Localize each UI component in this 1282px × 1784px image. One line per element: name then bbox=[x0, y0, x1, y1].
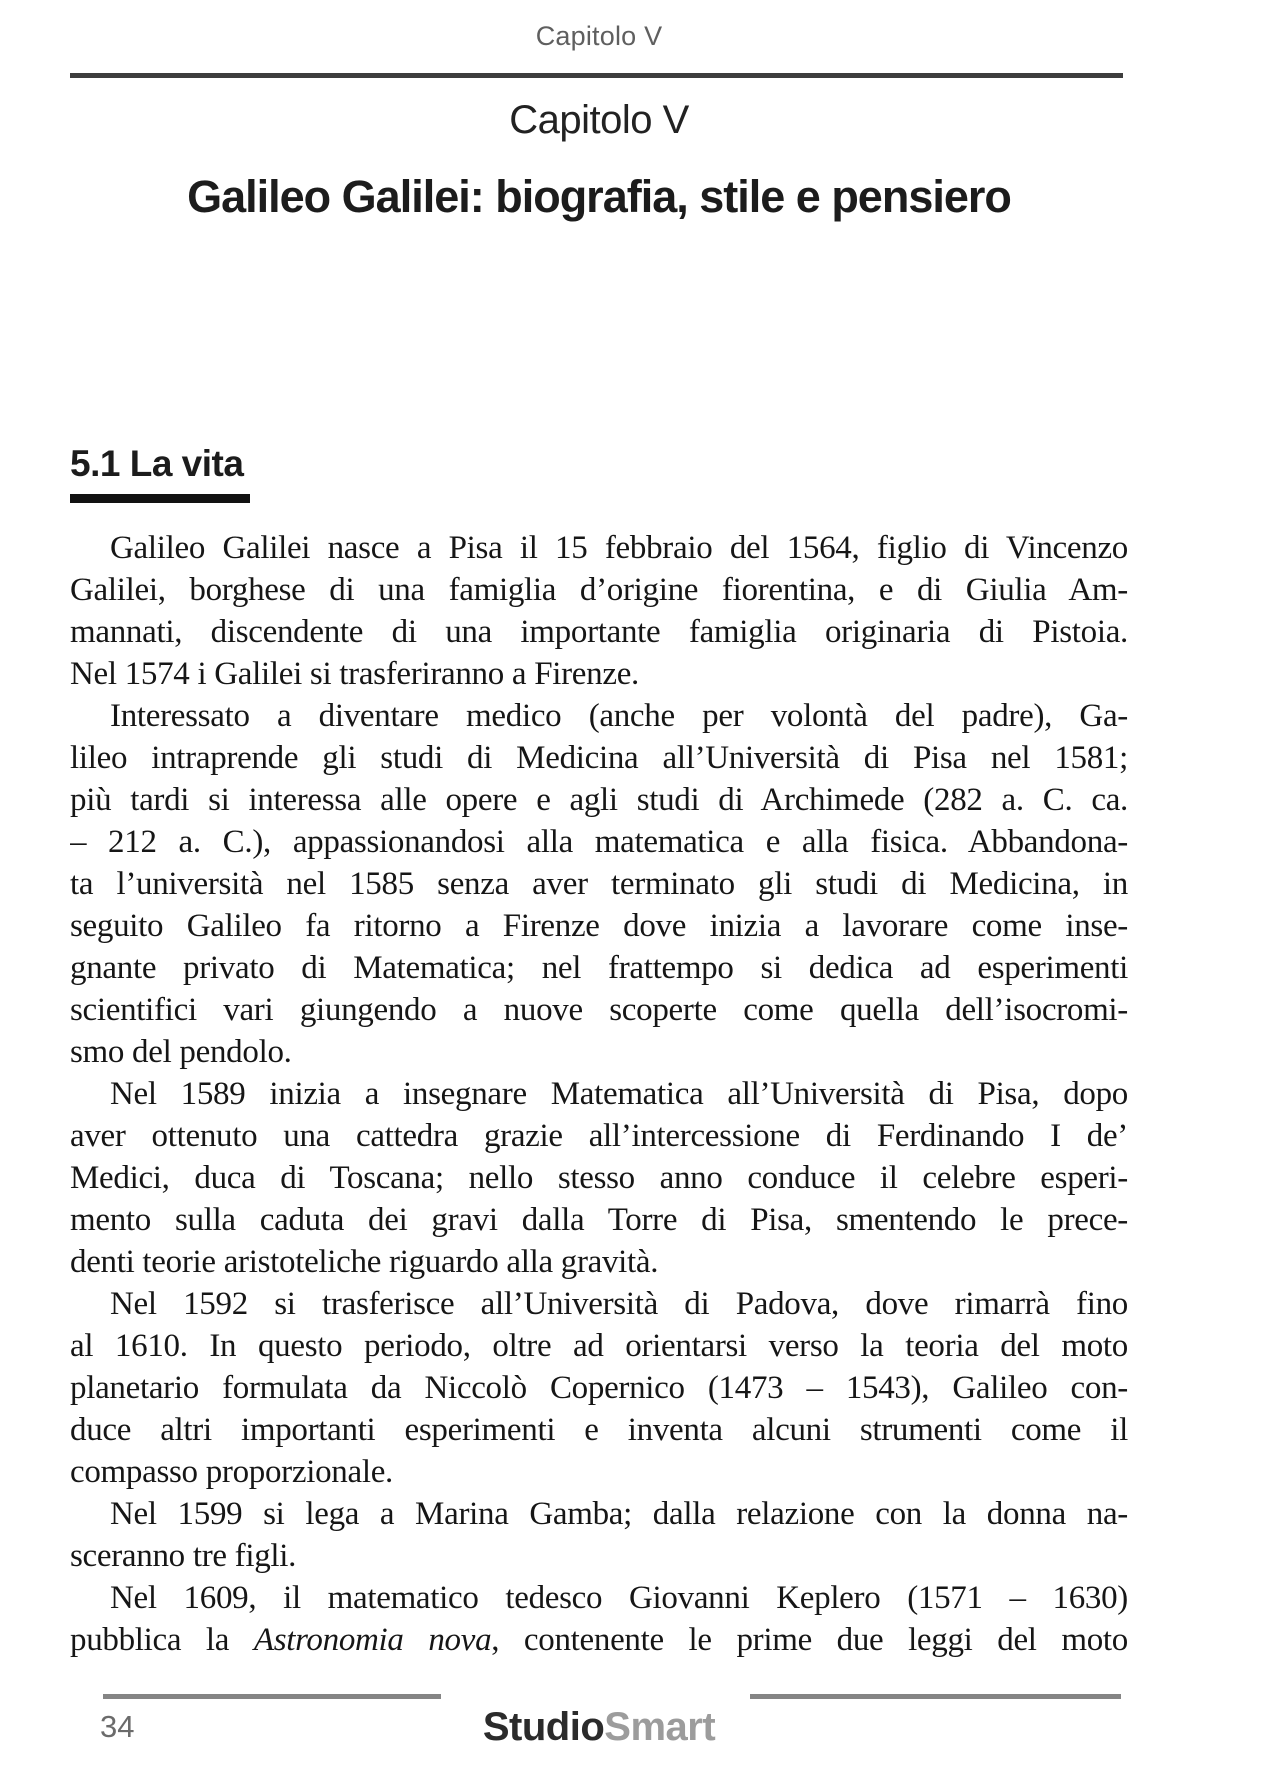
text-line: smo del pendolo. bbox=[70, 1034, 292, 1070]
book-title: Astronomia nova bbox=[253, 1622, 492, 1658]
text-line: ta l’università nel 1585 senza aver terminato gli studi di Medicina, in bbox=[70, 866, 1128, 902]
page-number: 34 bbox=[100, 1709, 135, 1744]
text-line: Nel 1592 si trasferisce all’Università di Padova, dove rimarrà fino bbox=[110, 1286, 1128, 1322]
section-heading: 5.1 La vita bbox=[70, 443, 244, 484]
brand-secondary-text: Smart bbox=[604, 1705, 716, 1749]
text-line: – 212 a. C.), appassionandosi alla matematica e alla fisica. Abbandona- bbox=[70, 824, 1128, 860]
paragraph bbox=[70, 1493, 1128, 1577]
text-line: Galilei, borghese di una famiglia d’origine fiorentina, e di Giulia Am- bbox=[70, 572, 1128, 608]
brand-logo bbox=[70, 1703, 1128, 1751]
text-line: sceranno tre figli. bbox=[70, 1538, 297, 1574]
paragraph bbox=[70, 1073, 1128, 1283]
paragraph bbox=[70, 1283, 1128, 1493]
text-line: Medici, duca di Toscana; nello stesso anno conduce il celebre esperi- bbox=[70, 1160, 1128, 1196]
section-heading-rule bbox=[70, 494, 250, 503]
text-line: lileo intraprende gli studi di Medicina all’Università di Pisa nel 1581; bbox=[70, 740, 1128, 776]
text-line: denti teorie aristoteliche riguardo alla gravità. bbox=[70, 1244, 659, 1280]
text-line: più tardi si interessa alle opere e agli studi di Archimede (282 a. C. ca. bbox=[70, 782, 1128, 818]
text-line: aver ottenuto una cattedra grazie all’intercessione di Ferdinando I de’ bbox=[70, 1118, 1128, 1154]
text-line bbox=[70, 1619, 1128, 1661]
header-rule bbox=[70, 73, 1123, 78]
text-segment: , contenente le prime due leggi del moto bbox=[491, 1622, 1128, 1658]
chapter-label: Capitolo V bbox=[509, 98, 689, 142]
text-line: mannati, discendente di una importante famiglia originaria di Pistoia. bbox=[70, 614, 1128, 650]
footer-rule-right bbox=[750, 1694, 1121, 1699]
text-line: Galileo Galilei nasce a Pisa il 15 febbraio del 1564, figlio di Vincenzo bbox=[110, 530, 1128, 566]
text-line: scientifici vari giungendo a nuove scoperte come quella dell’isocromi- bbox=[70, 992, 1128, 1028]
section-body bbox=[70, 527, 1128, 1661]
footer-rule-left bbox=[103, 1694, 441, 1699]
text-line: seguito Galileo fa ritorno a Firenze dove inizia a lavorare come inse- bbox=[70, 908, 1128, 944]
running-header-title: Capitolo V bbox=[535, 21, 663, 51]
chapter-title: Galileo Galilei: biografia, stile e pensiero bbox=[187, 171, 1011, 222]
paragraph bbox=[70, 1577, 1128, 1661]
text-line: compasso proporzionale. bbox=[70, 1454, 394, 1490]
brand-primary-text: Studio bbox=[482, 1705, 605, 1749]
text-line: al 1610. In questo periodo, oltre ad orientarsi verso la teoria del moto bbox=[70, 1328, 1128, 1364]
text-line: duce altri importanti esperimenti e inventa alcuni strumenti come il bbox=[70, 1412, 1128, 1448]
text-line: Nel 1599 si lega a Marina Gamba; dalla relazione con la donna na- bbox=[110, 1496, 1128, 1532]
text-line: gnante privato di Matematica; nel frattempo si dedica ad esperimenti bbox=[70, 950, 1128, 986]
text-line: mento sulla caduta dei gravi dalla Torre di Pisa, smentendo le prece- bbox=[70, 1202, 1128, 1238]
text-line: planetario formulata da Niccolò Copernico (1473 – 1543), Galileo con- bbox=[70, 1370, 1128, 1406]
paragraph bbox=[70, 695, 1128, 1073]
text-segment: pubblica la bbox=[70, 1622, 254, 1658]
paragraph bbox=[70, 527, 1128, 695]
text-line: Nel 1574 i Galilei si trasferiranno a Firenze. bbox=[70, 656, 640, 692]
text-line: Interessato a diventare medico (anche per volontà del padre), Ga- bbox=[110, 698, 1128, 734]
text-line: Nel 1589 inizia a insegnare Matematica all’Università di Pisa, dopo bbox=[110, 1076, 1128, 1112]
text-line: Nel 1609, il matematico tedesco Giovanni Keplero (1571 – 1630) bbox=[110, 1580, 1128, 1616]
